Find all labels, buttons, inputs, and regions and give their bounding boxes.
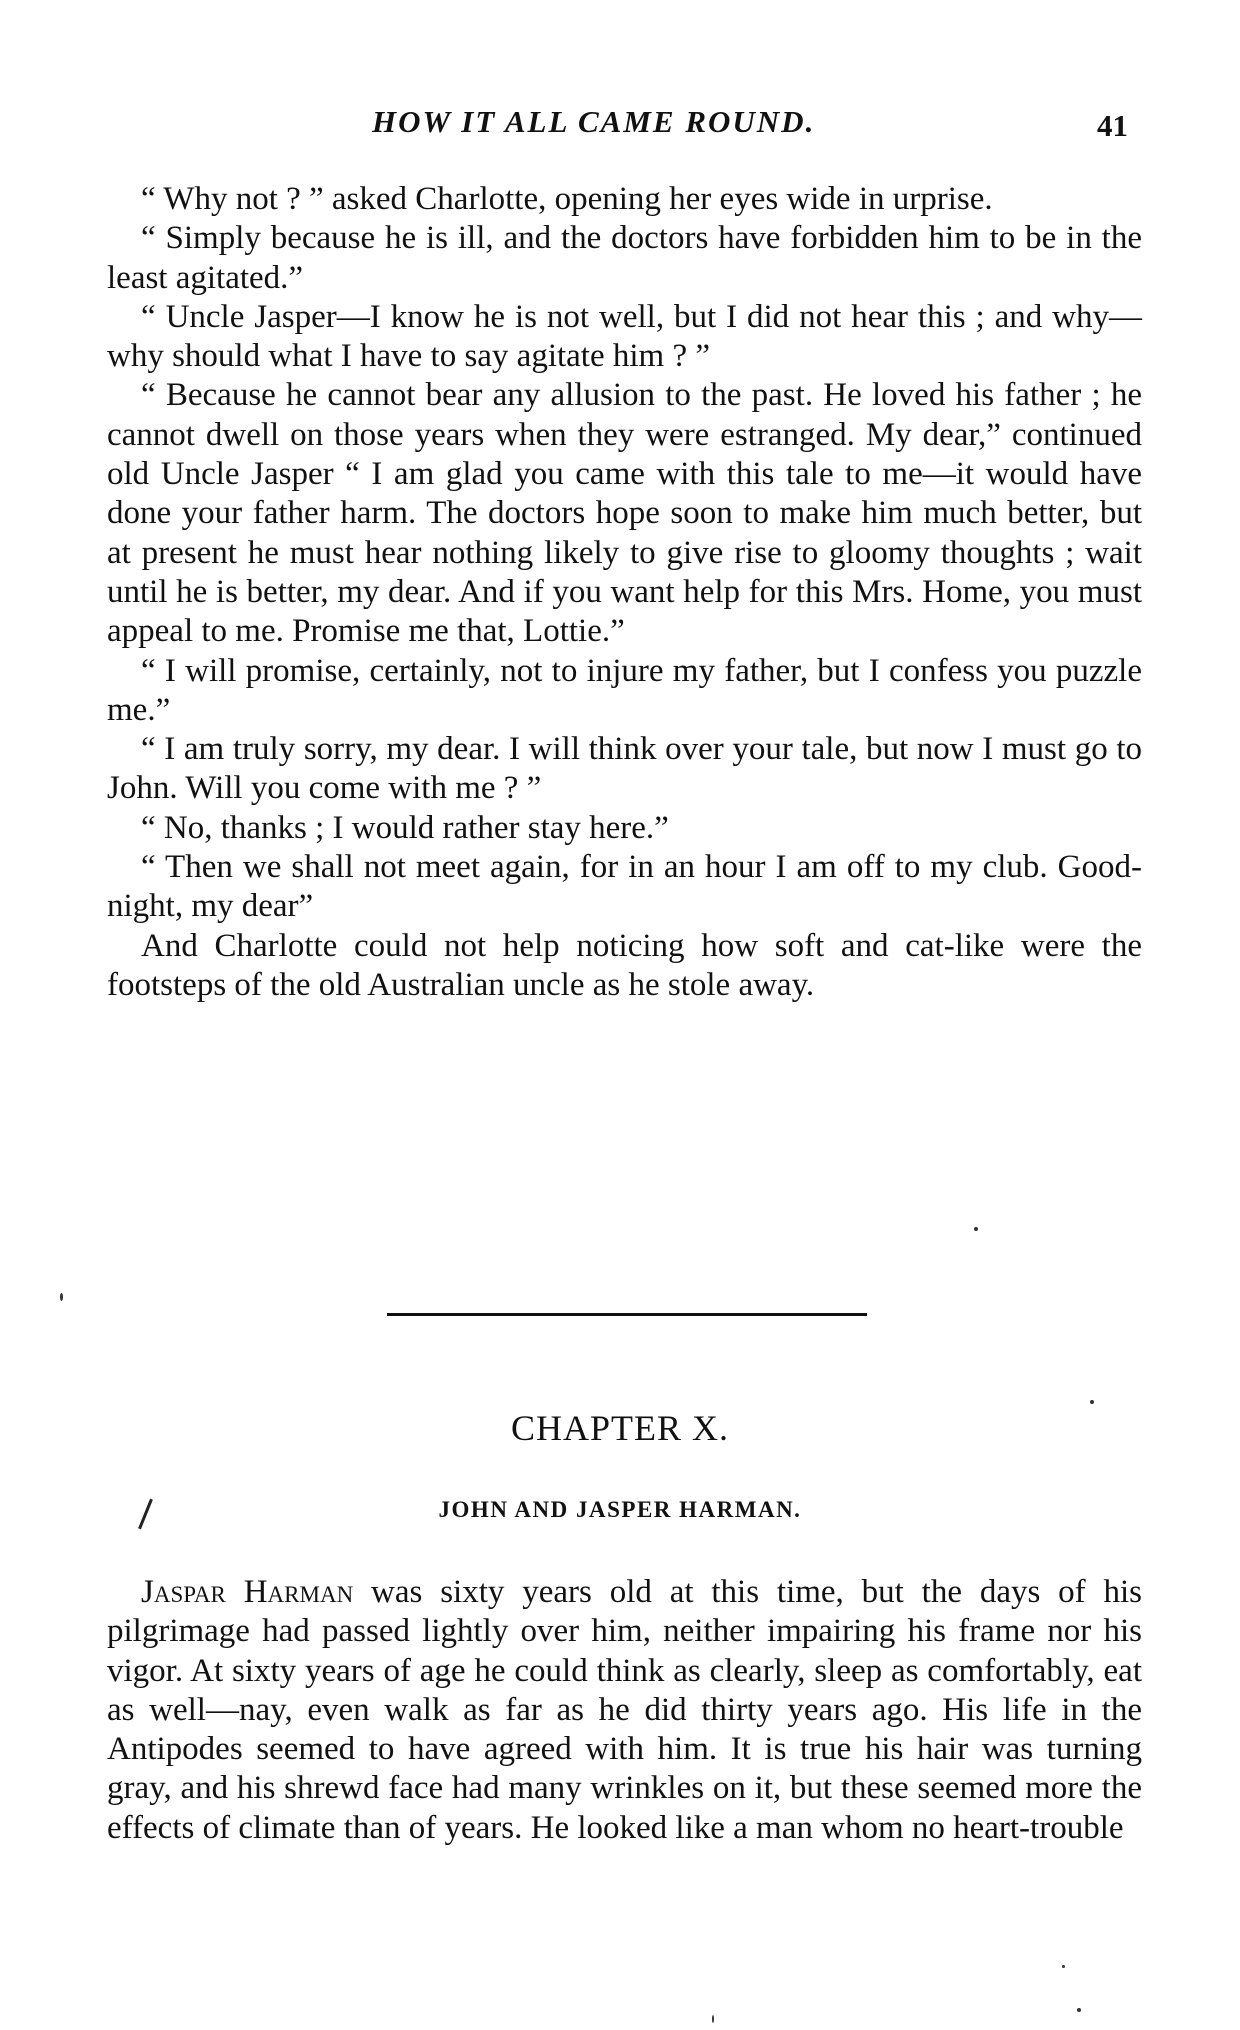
paragraph: “ Then we shall not meet again, for in an hour I am off to my club. Good-night, my dear”	[107, 849, 1142, 925]
chapter-heading: CHAPTER X.	[510, 1408, 730, 1448]
scan-speck	[60, 1293, 63, 1301]
scan-speck	[1062, 1965, 1065, 1968]
scan-speck	[1077, 2008, 1081, 2012]
paragraph: “ I will promise, certainly, not to injure my father, but I confess you puzzle me.”	[107, 652, 1142, 728]
running-title: HOW IT ALL CAME ROUND.	[372, 104, 816, 139]
paragraph: “ No, thanks ; I would rather stay here.”	[141, 809, 669, 846]
running-header	[0, 104, 1240, 144]
dialogue-section	[107, 180, 1142, 1005]
paragraph: And Charlotte could not help noticing how soft and cat-like were the footsteps of the old Australian uncle as he stole away.	[107, 927, 1142, 1003]
scan-speck	[712, 2015, 714, 2023]
scan-speck	[1090, 1400, 1094, 1404]
chapter-subtitle: JOHN AND JASPER HARMAN.	[438, 1497, 802, 1522]
opening-smallcaps: Jaspar Harman	[141, 1574, 354, 1610]
opening-paragraph	[107, 1573, 1142, 1848]
opening-text: was sixty years old at this time, but the days of his pilgrimage had passed lightly over him, neither impairing his frame nor his vigor. At sixty years of age he could think as clearly, sleep as comfortably, eat as well—nay, even walk as far as he did thirty years ago. His life in the Antipodes seemed to have agreed with him. It is true his hair was turning gray, and his shrewd face had many wrinkles on it, but these seemed more the effects of climate than of years. He looked like a man whom no heart-trouble	[107, 1574, 1143, 1846]
section-divider-rule	[387, 1313, 867, 1316]
paragraph: “ Simply because he is ill, and the doctors have forbidden him to be in the least agitated.”	[107, 220, 1142, 296]
page-number: 41	[1097, 108, 1128, 143]
paragraph: “ I am truly sorry, my dear. I will think over your tale, but now I must go to John. Will you come with me ? ”	[107, 731, 1142, 807]
chapter-opening	[107, 1573, 1142, 1848]
scan-speck	[974, 1227, 978, 1231]
paragraph: “ Why not ? ” asked Charlotte, opening her eyes wide in urprise.	[141, 181, 993, 217]
paragraph: “ Because he cannot bear any allusion to the past. He loved his father ; he cannot dwell on those years when they were estranged. My dear,” continued old Uncle Jasper “ I am glad you came with this tale to me—it would have done your father harm. The doctors hope soon to make him much better, but at present he must hear nothing likely to give rise to gloomy thoughts ; wait until he is better, my dear. And if you want help for this Mrs. Home, you must appeal to me. Promise me that, Lottie.”	[107, 377, 1142, 650]
paragraph: “ Uncle Jasper—I know he is not well, but I did not hear this ; and why—why should what I have to say agitate him ? ”	[107, 298, 1142, 375]
